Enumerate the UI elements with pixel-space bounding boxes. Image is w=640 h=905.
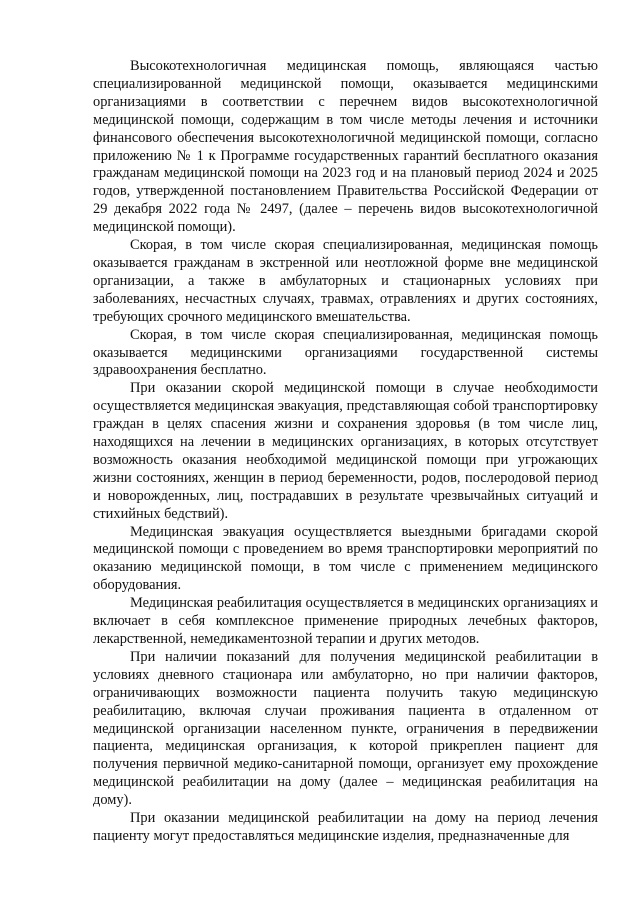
paragraph-evacuation-teams: Медицинская эвакуация осуществляется выездными бригадами скорой медицинской помощи с проведением во время транспортировки мероприятий по оказанию медицинской помощи, в том числе с применением медицинского оборудования. — [93, 523, 598, 594]
paragraph-emergency-care-free: Скорая, в том числе скорая специализированная, медицинская помощь оказывается медицинскими организациями государственной системы здравоохранения бесплатно. — [93, 326, 598, 379]
paragraph-home-rehabilitation-devices: При оказании медицинской реабилитации на дому на период лечения пациенту могут предоставляться медицинские изделия, предназначенные для — [93, 810, 598, 844]
paragraph-medical-evacuation: При оказании скорой медицинской помощи в случае необходимости осуществляется медицинская эвакуация, представляющая собой транспортировку граждан в целях спасения жизни и сохранения здоровья (в том числе лиц, находящихся на лечении в медицинских организациях, в которых отсутствует возможность оказания необходимой медицинской помощи при угрожающих жизни состояниях, женщин в период беременности, родов, послеродовой период и новорожденных, лиц, пострадавших в результате чрезвычайных ситуаций и стихийных бедствий). — [93, 380, 598, 522]
paragraph-rehabilitation: Медицинская реабилитация осуществляется в медицинских организациях и включает в себя комплексное применение природных лечебных факторов, лекарственной, немедикаментозной терапии и других методов. — [93, 595, 598, 647]
document-page — [93, 58, 598, 846]
paragraph-home-rehabilitation: При наличии показаний для получения медицинской реабилитации в условиях дневного стационара или амбулаторно, но при наличии факторов, ограничивающих возможности пациента получить такую медицинскую реабилитацию, включая случаи проживания пациента в отдаленном от медицинской организации населенном пункте, ограничения в передвижении пациента, медицинская организация, к которой прикреплен пациент для получения первичной медико-санитарной помощи, организует ему прохождение медицинской реабилитации на дому (далее – медицинская реабилитация на дому). — [93, 648, 598, 809]
paragraph-emergency-care: Скорая, в том числе скорая специализированная, медицинская помощь оказывается гражданам в экстренной или неотложной форме вне медицинской организации, а также в амбулаторных и стационарных условиях при заболеваниях, несчастных случаях, травмах, отравлениях и других состояниях, требующих срочного медицинского вмешательства. — [93, 237, 598, 325]
paragraph-high-tech-care: Высокотехнологичная медицинская помощь, являющаяся частью специализированной медицинской помощи, оказывается медицинскими организациями в соответствии с перечнем видов высокотехнологичной медицинской помощи, содержащим в том числе методы лечения и источники финансового обеспечения высокотехнологичной медицинской помощи, согласно приложению № 1 к Программе государственных гарантий бесплатного оказания гражданам медицинской помощи на 2023 год и на плановый период 2024 и 2025 годов, утвержденной постановлением Правительства Российской Федерации от 29 декабря 2022 года № 2497, (далее – перечень видов высокотехнологичной медицинской помощи). — [93, 58, 598, 236]
